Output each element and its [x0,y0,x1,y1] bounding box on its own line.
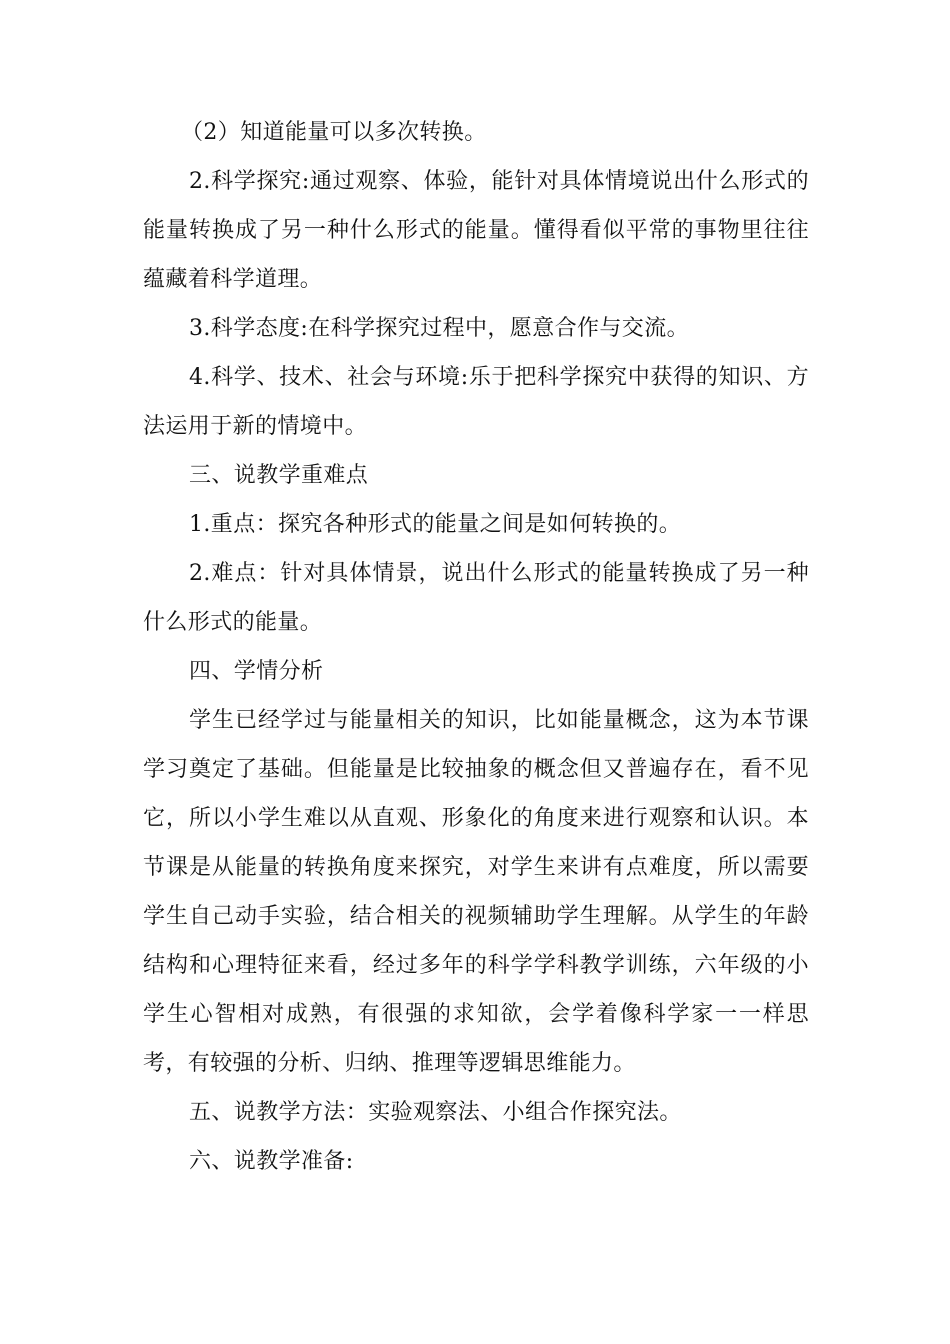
difficult-point-item: 2.难点：针对具体情景，说出什么形式的能量转换成了另一种什么形式的能量。 [143,561,809,635]
objective-science-inquiry: 2.科学探究:通过观察、体验，能针对具体情境说出什么形式的能量转换成了另一种什么形式的能量。懂得看似平常的事物里往往蕴藏着科学道理。 [143,169,809,292]
section-heading-key-points: 三、说教学重难点 [189,463,369,488]
section-heading-student-analysis: 四、学情分析 [189,659,324,684]
objective-item-2-sub: （2）知道能量可以多次转换。 [181,120,487,145]
section-heading-teaching-methods: 五、说教学方法：实验观察法、小组合作探究法。 [189,1100,682,1125]
key-point-item: 1.重点：探究各种形式的能量之间是如何转换的。 [189,512,682,537]
objective-science-attitude: 3.科学态度:在科学探究过程中，愿意合作与交流。 [189,316,690,341]
student-analysis-text: 学生已经学过与能量相关的知识，比如能量概念，这为本节课学习奠定了基础。但能量是比较抽象的概念但又普遍存在，看不见它，所以小学生难以从直观、形象化的角度来进行观察和认识。本节课是从能量的转换角度来探究，对学生来讲有点难度，所以需要学生自己动手实验，结合相关的视频辅助学生理解。从学生的年龄结构和心理特征来看，经过多年的科学学科教学训练，六年级的小学生心智相对成熟，有很强的求知欲，会学着像科学家一一样思考，有较强的分析、归纳、推理等逻辑思维能力。 [143,708,809,1076]
section-heading-teaching-preparation: 六、说教学准备: [189,1149,354,1174]
document-body [143,108,809,1186]
objective-science-technology-society: 4.科学、技术、社会与环境:乐于把科学探究中获得的知识、方法运用于新的情境中。 [143,365,809,439]
